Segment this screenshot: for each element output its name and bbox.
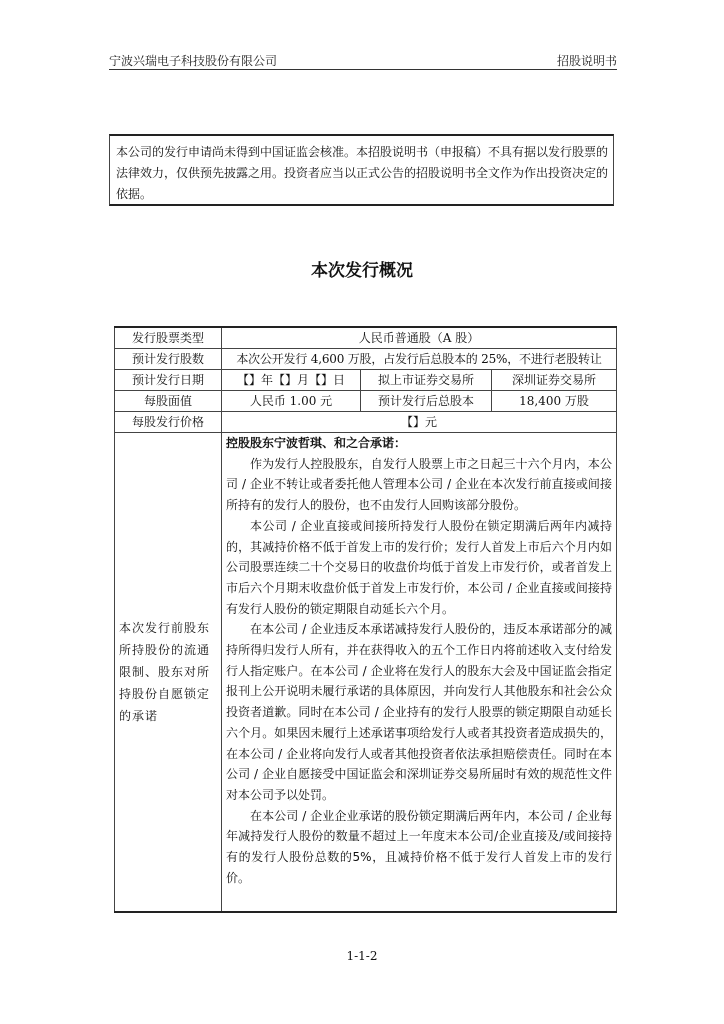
company-name: 宁波兴瑞电子科技股份有限公司 xyxy=(109,54,278,68)
table-row xyxy=(115,349,617,370)
row-value: 人民币 1.00 元 xyxy=(222,391,361,412)
disclaimer-notice: 本公司的发行申请尚未得到中国证监会核准。本招股说明书（申报稿）不具有据以发行股票的法律效力，仅供预先披露之用。投资者应当以正式公告的招股说明书全文作为作出投资决定的依据。 xyxy=(109,134,614,206)
table-row xyxy=(115,433,617,913)
commitment-paragraph: 作为发行人控股股东，自发行人股票上市之日起三十六个月内，本公司 / 企业不转让或者委托他人管理本公司 / 企业在本次发行前直接或间接所持有的发行人的股份，也不由发行人回购该部分股份。 xyxy=(226,456,612,513)
page-header xyxy=(109,50,617,70)
offering-overview-table xyxy=(114,326,617,913)
row-value: 【】元 xyxy=(222,412,617,433)
commitment-heading: 控股股东宁波哲琪、和之合承诺： xyxy=(226,436,407,450)
table-row xyxy=(115,370,617,391)
row-label: 预计发行股数 xyxy=(115,349,222,370)
document-type: 招股说明书 xyxy=(556,54,617,68)
row-label: 预计发行后总股本 xyxy=(361,391,492,412)
commitment-paragraph: 本公司 / 企业直接或间接所持发行人股份在锁定期满后两年内减持的，其减持价格不低于首发上市的发行价；发行人首发上市后六个月内如公司股票连续二十个交易日的收盘价均低于首发上市发行价，或者首发上市后六个月期末收盘价低于首发上市发行价，本公司 / 企业直接或间接持有发行人股份的锁定期限自动延长六个月。 xyxy=(226,518,612,616)
commitment-paragraph: 在本公司 / 企业违反本承诺减持发行人股份的，违反本承诺部分的减持所得归发行人所有，并在获得收入的五个工作日内将前述收入支付给发行人指定账户。在本公司 / 企业将在发行人的股东大会及中国证监会指定报刊上公开说明未履行承诺的具体原因，并向发行人其他股东和社会公众投资者道歉。同时在本公司 / 企业持有的发行人股票的锁定期限自动延长六个月。如果因未履行上述承诺事项给发行人或者其投资者造成损失的，在本公司 / 企业将向发行人或者其他投资者依法承担赔偿责任。同时在本公司 / 企业自愿接受中国证监会和深圳证券交易所届时有效的规范性文件对本公司予以处罚。 xyxy=(226,622,612,802)
row-value: 本次公开发行 4,600 万股，占发行后总股本的 25%，不进行老股转让 xyxy=(222,349,617,370)
row-label: 每股面值 xyxy=(115,391,222,412)
table-row xyxy=(115,327,617,349)
table-row xyxy=(115,412,617,433)
row-value: 深圳证券交易所 xyxy=(492,370,617,391)
row-label: 预计发行日期 xyxy=(115,370,222,391)
row-label: 每股发行价格 xyxy=(115,412,222,433)
row-label: 拟上市证券交易所 xyxy=(361,370,492,391)
row-value: 【】年【】月【】日 xyxy=(222,370,361,391)
table-row xyxy=(115,391,617,412)
row-value: 人民币普通股（A 股） xyxy=(222,327,617,349)
commitment-paragraph: 在本公司 / 企业企业承诺的股份锁定期满后两年内，本公司 / 企业每年减持发行人股份的数量不超过上一年度末本公司/企业直接及/或间接持有的发行人股份总数的5%，且减持价格不低于发行人首发上市的发行价。 xyxy=(226,808,612,885)
page-number: 1-1-2 xyxy=(346,949,378,963)
row-value: 18,400 万股 xyxy=(492,391,617,412)
lockup-commitment-label: 本次发行前股东所持股份的流通限制、股东对所持股份自愿锁定的承诺 xyxy=(115,433,222,913)
lockup-commitment-text xyxy=(222,433,617,913)
page-title: 本次发行概况 xyxy=(311,261,413,281)
row-label: 发行股票类型 xyxy=(115,327,222,349)
